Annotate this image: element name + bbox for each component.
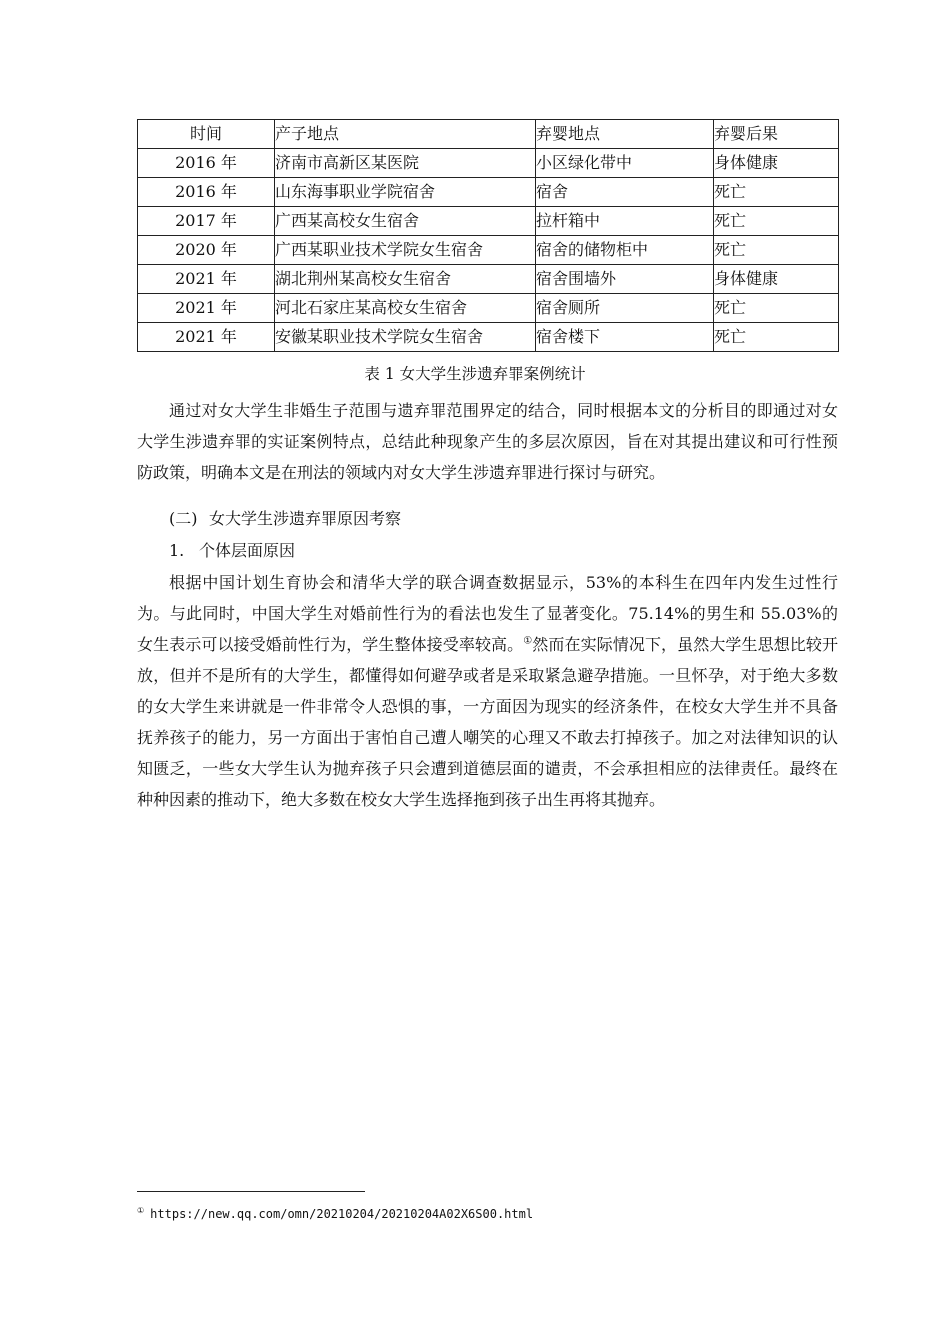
header-time: 时间 [138,120,275,149]
subsection-title: 个体层面原因 [199,541,296,560]
cell-year: 2017 年 [138,207,275,236]
cell-abandon-place: 拉杆箱中 [536,207,714,236]
cell-result: 死亡 [714,236,839,265]
cell-result: 死亡 [714,207,839,236]
header-abandon-place: 弃婴地点 [536,120,714,149]
footnote-url[interactable]: https://new.qq.com/omn/20210204/20210204A02X6S00.html [150,1207,534,1221]
section-title: 女大学生涉遗弃罪原因考察 [209,509,402,528]
cell-birth-place: 河北石家庄某高校女生宿舍 [275,294,536,323]
cell-year: 2020 年 [138,236,275,265]
cell-abandon-place: 宿舍 [536,178,714,207]
subsection-heading [137,537,295,565]
header-birth-place: 产子地点 [275,120,536,149]
table-row [138,178,839,207]
cell-result: 死亡 [714,323,839,352]
footnote [137,1202,533,1223]
cell-birth-place: 湖北荆州某高校女生宿舍 [275,265,536,294]
table-row [138,236,839,265]
cell-result: 死亡 [714,294,839,323]
cell-birth-place: 广西某职业技术学院女生宿舍 [275,236,536,265]
cell-birth-place: 广西某高校女生宿舍 [275,207,536,236]
subsection-number: 1. [169,541,185,560]
cell-result: 身体健康 [714,149,839,178]
cell-year: 2021 年 [138,323,275,352]
header-abandon-result: 弃婴后果 [714,120,839,149]
case-statistics-table [137,119,839,352]
cell-year: 2021 年 [138,265,275,294]
table-row [138,207,839,236]
cell-abandon-place: 小区绿化带中 [536,149,714,178]
cell-year: 2021 年 [138,294,275,323]
footnote-mark: ① [137,1206,145,1215]
cell-birth-place: 安徽某职业技术学院女生宿舍 [275,323,536,352]
paragraph-text: 然而在实际情况下，虽然大学生思想比较开放，但并不是所有的大学生，都懂得如何避孕或者是采取紧急避孕措施。一旦怀孕，对于绝大多数的女大学生来讲就是一件非常令人恐惧的事，一方面因为现实的经济条件，在校女大学生并不具备抚养孩子的能力，另一方面出于害怕自己遭人嘲笑的心理又不敢去打掉孩子。加之对法律知识的认知匮乏，一些女大学生认为抛弃孩子只会遭到道德层面的谴责，不会承担相应的法律责任。最终在种种因素的推动下，绝大多数在校女大学生选择拖到孩子出生再将其抛弃。 [137,635,838,809]
cell-abandon-place: 宿舍围墙外 [536,265,714,294]
table-row [138,294,839,323]
table-row [138,265,839,294]
cell-year: 2016 年 [138,178,275,207]
section-number: (二) [169,509,198,528]
body-paragraph: 通过对女大学生非婚生子范围与遗弃罪范围界定的结合，同时根据本文的分析目的即通过对女大学生涉遗弃罪的实证案例特点，总结此种现象产生的多层次原因，旨在对其提出建议和可行性预防政策，明确本文是在刑法的领域内对女大学生涉遗弃罪进行探讨与研究。 [137,401,838,482]
cell-abandon-place: 宿舍的储物柜中 [536,236,714,265]
table-row [138,323,839,352]
cell-abandon-place: 宿舍楼下 [536,323,714,352]
cell-year: 2016 年 [138,149,275,178]
footnote-divider [137,1191,365,1192]
section-heading [137,505,401,533]
table-row [138,149,839,178]
table-caption: 表 1 女大学生涉遗弃罪案例统计 [364,365,586,383]
table-header-row [138,120,839,149]
cell-result: 死亡 [714,178,839,207]
paragraph-text: 根据中国计划生育协会和清华大学的联合调查数据显示，53%的本科生在四年内发生过性行为。与此同时，中国大学生对婚前性行为的看法也发生了显著变化。75.14%的男生和 55.03%的女生表示可以接受婚前性行为，学生整体接受率较高。 [137,573,838,654]
cell-birth-place: 山东海事职业学院宿舍 [275,178,536,207]
body-paragraph [137,567,838,815]
cell-abandon-place: 宿舍厕所 [536,294,714,323]
cell-result: 身体健康 [714,265,839,294]
cell-birth-place: 济南市高新区某医院 [275,149,536,178]
footnote-reference[interactable]: ① [523,635,533,647]
